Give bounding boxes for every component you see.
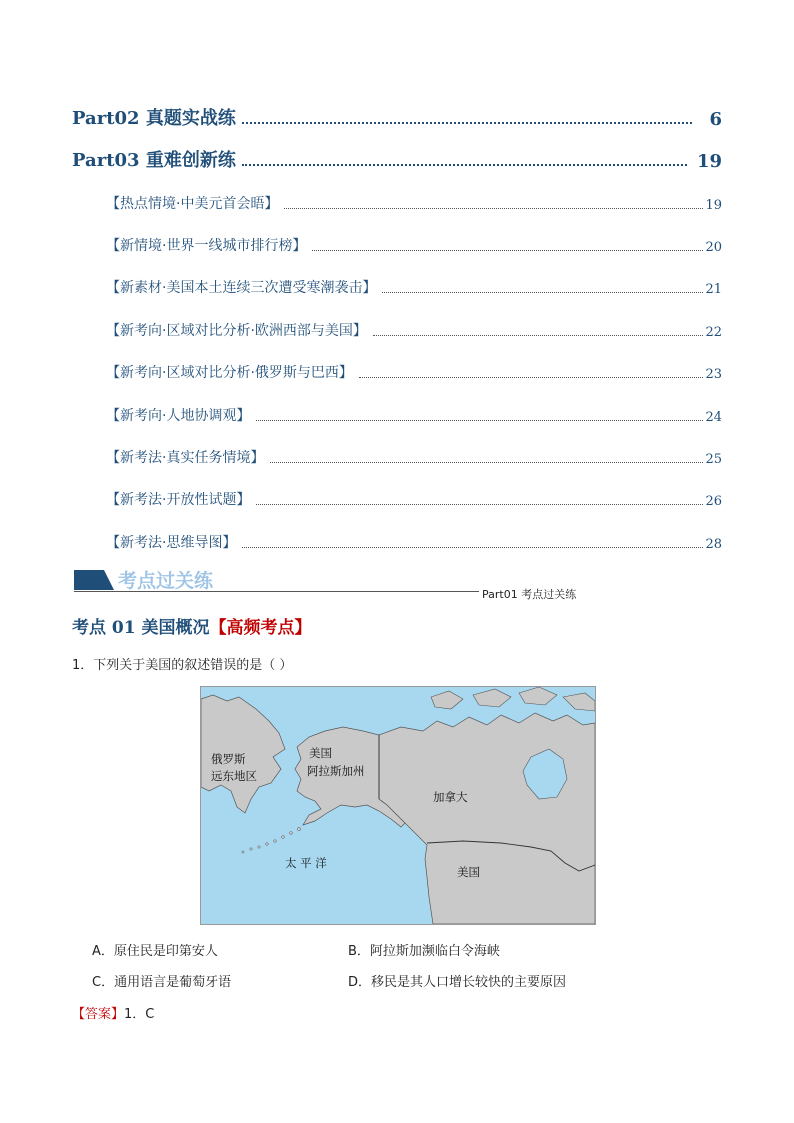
toc-leader-dots xyxy=(373,335,704,336)
toc-subentry[interactable] xyxy=(106,405,722,425)
map-label-pacific: 太 平 洋 xyxy=(285,856,327,870)
toc-label: 【新考向·人地协调观】 xyxy=(106,408,251,424)
toc-leader-dots xyxy=(382,292,703,293)
toc-leader-dots xyxy=(256,504,703,505)
toc-label: 【热点情境·中美元首会晤】 xyxy=(106,196,279,212)
map-label-alaska-line1: 美国 xyxy=(309,746,332,760)
toc-subentry[interactable] xyxy=(106,447,722,467)
toc-leader-dots xyxy=(270,462,703,463)
map-label-russia-line2: 远东地区 xyxy=(211,769,257,783)
toc-leader-dots xyxy=(242,547,703,548)
toc-leader-dots xyxy=(242,122,692,124)
toc-label: 【新考向·区域对比分析·欧洲西部与美国】 xyxy=(106,323,367,339)
toc-page-number: 22 xyxy=(705,325,722,340)
map-label-canada: 加拿大 xyxy=(433,790,468,804)
toc-label: 【新考法·思维导图】 xyxy=(106,535,237,551)
toc-label: 【新考法·真实任务情境】 xyxy=(106,450,265,466)
map-label-usa: 美国 xyxy=(457,865,480,879)
toc-subentry[interactable] xyxy=(106,193,722,213)
section-divider xyxy=(74,591,479,592)
toc-page-number: 24 xyxy=(705,410,722,425)
toc-subentry[interactable] xyxy=(106,362,722,382)
section-title: 考点过关练 xyxy=(118,570,214,592)
toc-leader-dots xyxy=(312,250,703,251)
option-b[interactable]: B．阿拉斯加濒临白令海峡 xyxy=(348,944,500,959)
toc-label: Part03 重难创新练 xyxy=(72,150,236,171)
section-header-bar xyxy=(74,570,114,590)
toc-label: 【新素材·美国本土连续三次遭受寒潮袭击】 xyxy=(106,280,377,296)
toc-page-number: 6 xyxy=(709,109,722,130)
toc-entry-part02[interactable] xyxy=(72,104,722,130)
option-d[interactable]: D．移民是其人口增长较快的主要原因 xyxy=(348,975,567,990)
toc-subentry[interactable] xyxy=(106,277,722,297)
map-label-alaska-line2: 阿拉斯加州 xyxy=(307,764,365,778)
north-pacific-map xyxy=(200,686,596,925)
map-label-russia-line1: 俄罗斯 xyxy=(211,752,246,766)
toc-subentry[interactable] xyxy=(106,532,722,552)
toc-leader-dots xyxy=(284,208,703,209)
toc-page-number: 25 xyxy=(705,452,722,467)
toc-page-number: 20 xyxy=(705,240,722,255)
toc-entry-part03[interactable] xyxy=(72,146,722,172)
toc-page-number: 21 xyxy=(705,282,722,297)
toc-page-number: 19 xyxy=(705,198,722,213)
topic-title: 考点 01 美国概况 xyxy=(72,618,210,638)
toc-subentry[interactable] xyxy=(106,320,722,340)
toc-page-number: 19 xyxy=(696,151,722,172)
toc-label: 【新考法·开放性试题】 xyxy=(106,492,251,508)
section-tag: Part01 考点过关练 xyxy=(482,588,577,601)
toc-label: 【新情境·世界一线城市排行榜】 xyxy=(106,238,307,254)
question-stem: 1．下列关于美国的叙述错误的是（ ） xyxy=(72,658,293,673)
toc-leader-dots xyxy=(256,420,703,421)
toc-label: 【新考向·区域对比分析·俄罗斯与巴西】 xyxy=(106,365,353,381)
answer-label: 【答案】 xyxy=(72,1007,125,1022)
toc-page-number: 26 xyxy=(705,494,722,509)
option-c[interactable]: C．通用语言是葡萄牙语 xyxy=(92,975,232,990)
toc-leader-dots xyxy=(359,377,704,378)
toc-label: Part02 真题实战练 xyxy=(72,108,236,129)
toc-page-number: 23 xyxy=(705,367,722,382)
toc-subentry[interactable] xyxy=(106,235,722,255)
toc-page-number: 28 xyxy=(705,537,722,552)
toc-subentry[interactable] xyxy=(106,489,722,509)
answer-value: 1．C xyxy=(124,1007,155,1022)
option-a[interactable]: A．原住民是印第安人 xyxy=(92,944,218,959)
answer-line xyxy=(72,1003,154,1022)
toc-leader-dots xyxy=(242,164,687,166)
topic-heading xyxy=(72,613,312,638)
topic-frequency-tag: 【高频考点】 xyxy=(209,618,312,638)
